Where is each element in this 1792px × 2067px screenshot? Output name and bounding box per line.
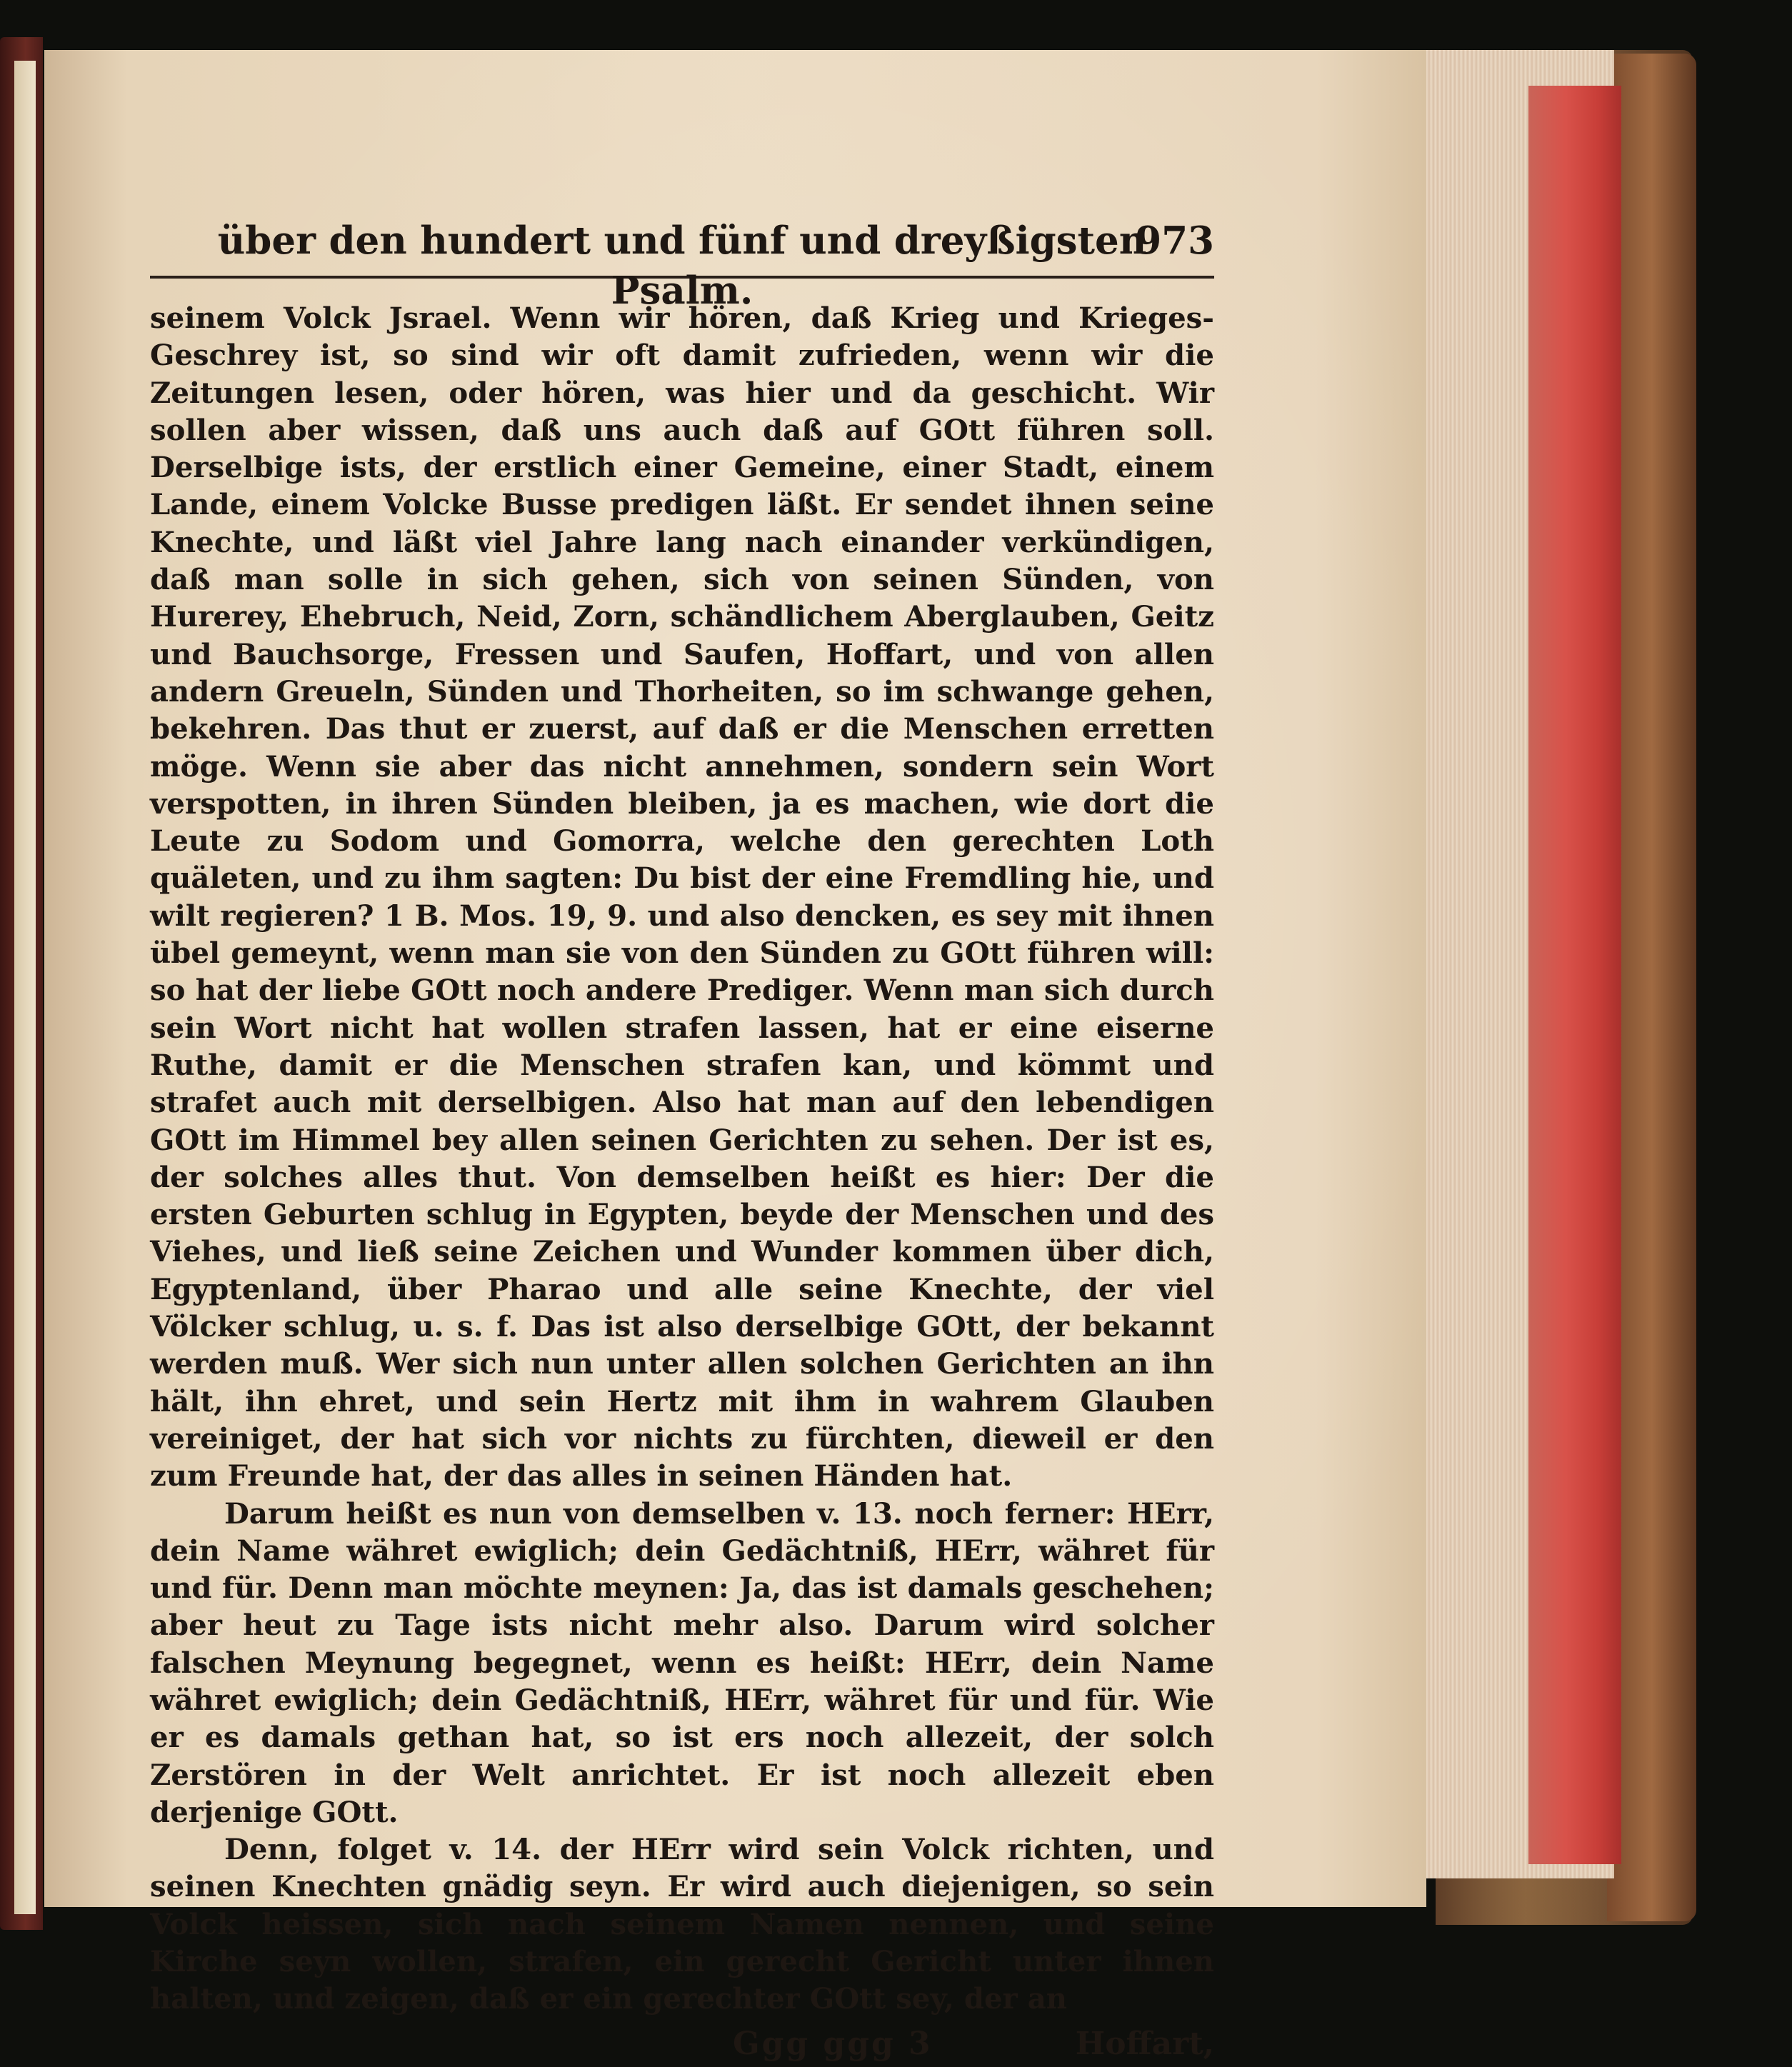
page-footer — [150, 2024, 1214, 2067]
catchword: Hoffart, — [1075, 2025, 1214, 2062]
text-block — [150, 216, 1214, 2067]
paragraph: seinem Volck Jsrael. Wenn wir hören, daß Krieg und Krieges-Geschrey ist, so sind wir oft damit zufrieden, wenn wir die Zeitungen lesen, oder hören, was hier und da geschicht. Wir sollen aber wissen, daß uns auch daß auf GOtt führen soll. Derselbige ists, der erstlich einer Gemeine, einer Stadt, einem Lande, einem Volcke Busse predigen läßt. Er sendet ihnen seine Knechte, und läßt viel Jahre lang nach einander verkündigen, daß man solle in sich gehen, sich von seinen Sünden, von Hurerey, Ehebruch, Neid, Zorn, schändlichem Aberglauben, Geitz und Bauchsorge, Fressen und Saufen, Hoffart, und von allen andern Greueln, Sünden und Thorheiten, so im schwange gehen, bekehren. Das thut er zuerst, auf daß er die Menschen erretten möge. Wenn sie aber das nicht annehmen, sondern sein Wort verspotten, in ihren Sünden bleiben, ja es machen, wie dort die Leute zu Sodom und Gomorra, welche den gerechten Loth quäleten, und zu ihm sagten: Du bist der eine Fremdling hie, und wilt regieren? 1 B. Mos. 19, 9. und also dencken, es sey mit ihnen übel gemeynt, wenn man sie von den Sünden zu GOtt führen will: so hat der liebe GOtt noch andere Prediger. Wenn man sich durch sein Wort nicht hat wollen strafen lassen, hat er eine eiserne Ruthe, damit er die Menschen strafen kan, und kömmt und strafet auch mit derselbigen. Also hat man auf den lebendigen GOtt im Himmel bey allen seinen Gerichten zu sehen. Der ist es, der solches alles thut. Von demselben heißt es hier: Der die ersten Geburten schlug in Egypten, beyde der Menschen und des Viehes, und ließ seine Zeichen und Wunder kommen über dich, Egyptenland, über Pharao und alle seine Knechte, der viel Völcker schlug, u. s. f. Das ist also derselbige GOtt, der bekannt werden muß. Wer sich nun unter allen solchen Gerichten an ihn hält, ihn ehret, und sein Hertz mit ihm in wahrem Glauben vereiniget, der hat sich vor nichts zu fürchten, dieweil er den zum Freunde hat, der das alles in seinen Händen hat. — [150, 301, 1214, 1493]
paragraph: Darum heißt es nun von demselben v. 13. noch ferner: HErr, dein Name währet ewiglich; dein Gedächtniß, HErr, währet für und für. Denn man möchte meynen: Ja, das ist damals geschehen; aber heut zu Tage ists nicht mehr also. Darum wird solcher falschen Meynung begegnet, wenn es heißt: HErr, dein Name währet ewiglich; dein Gedächtniß, HErr, währet für und für. Wie er es damals gethan hat, so ist ers noch allezeit, der solch Zerstören in der Welt anrichtet. Er ist noch allezeit eben derjenige GOtt. — [150, 1496, 1214, 1829]
red-page-edge — [1528, 86, 1621, 1864]
running-head: über den hundert und fünf und dreyßigsten Psalm. — [217, 219, 1147, 313]
signature-mark: Ggg ggg 3 — [733, 2025, 933, 2062]
page-header — [150, 216, 1214, 313]
page-number: 973 — [1135, 219, 1214, 263]
page-body — [150, 300, 1214, 2018]
book-page — [44, 50, 1426, 2062]
paragraph: Denn, folget v. 14. der HErr wird sein Volck richten, und seinen Knechten gnädig seyn. Er wird auch diejenigen, so sein Volck heissen, sich nach seinem Namen nennen, und seine Kirche seyn wollen, strafen, ein gerecht Gericht unter ihnen halten, und zeigen, daß er ein gerechter GOtt sey, der an — [150, 1833, 1214, 2016]
left-page-edge — [14, 61, 36, 1914]
